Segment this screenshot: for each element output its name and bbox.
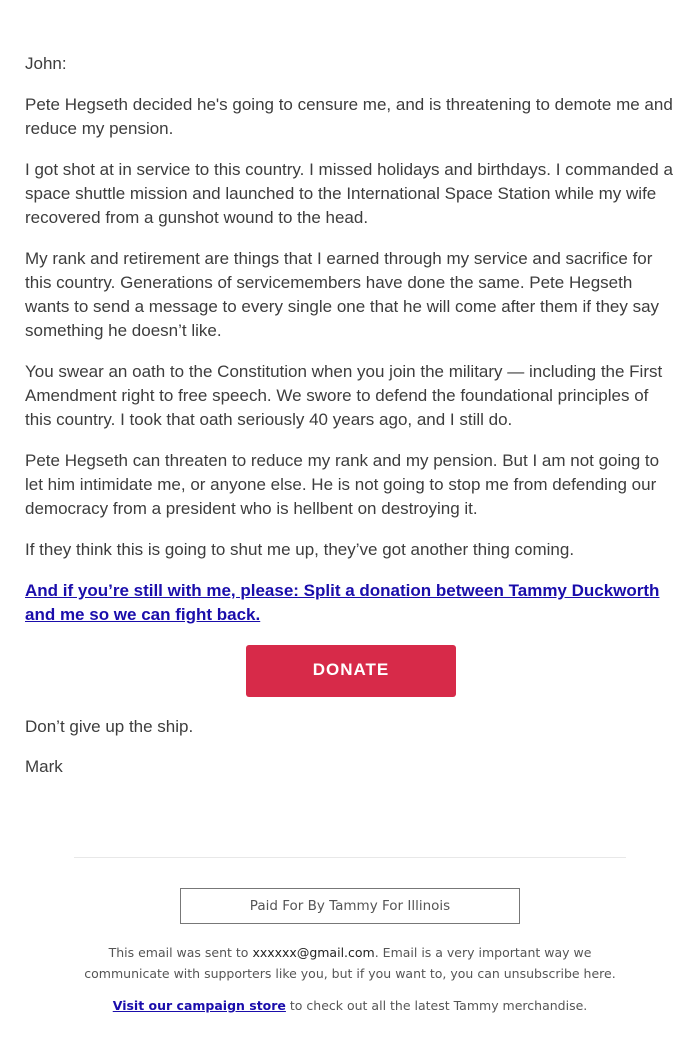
store-suffix: to check out all the latest Tammy merchandise. bbox=[285, 998, 588, 1013]
footer-divider bbox=[74, 857, 626, 858]
paragraph: My rank and retirement are things that I earned through my service and sacrifice for this country. Generations of servicemembers have done the same. Pete Hegseth wants to send a message to every single one that he will come after them if they say something he doesn’t like. bbox=[25, 249, 660, 340]
signature: Mark bbox=[25, 757, 63, 776]
paragraph: You swear an oath to the Constitution when you join the military — including the First Amendment right to free speech. We swore to defend the foundational principles of this country. I took that oath seriously 40 years ago, and I still do. bbox=[25, 362, 663, 429]
paragraph: I got shot at in service to this country. I missed holidays and birthdays. I commanded a space shuttle mission and launched to the International Space Station while my wife recovered from a gunshot wound to the head. bbox=[25, 160, 673, 227]
paragraph: Pete Hegseth decided he's going to censure me, and is threatening to demote me and reduce my pension. bbox=[25, 95, 673, 138]
paid-for-disclaimer: Paid For By Tammy For Illinois bbox=[180, 888, 520, 924]
recipient-email: xxxxxx@gmail.com bbox=[252, 945, 375, 960]
sent-notice bbox=[80, 942, 620, 984]
closing: Don’t give up the ship. bbox=[25, 717, 194, 736]
paragraph: Pete Hegseth can threaten to reduce my rank and my pension. But I am not going to let him intimidate me, or anyone else. He is not going to stop me from defending our democracy from a president who is hellbent on destroying it. bbox=[25, 451, 660, 518]
sent-suffix: . Email is a very important way we communicate with supporters like you, but if you want to, you can unsubscribe here. bbox=[84, 945, 616, 981]
sent-prefix: This email was sent to bbox=[108, 945, 253, 960]
greeting: John: bbox=[25, 54, 67, 73]
donate-button[interactable]: DONATE bbox=[246, 645, 456, 697]
paragraph: If they think this is going to shut me up, they’ve got another thing coming. bbox=[25, 540, 575, 559]
donation-cta-link[interactable]: And if you’re still with me, please: Split a donation between Tammy Duckworth and me so we can fight back. bbox=[25, 581, 660, 624]
footer bbox=[0, 888, 700, 1013]
store-notice bbox=[0, 998, 700, 1013]
email-body bbox=[25, 52, 677, 795]
campaign-store-link[interactable]: Visit our campaign store bbox=[112, 998, 286, 1013]
